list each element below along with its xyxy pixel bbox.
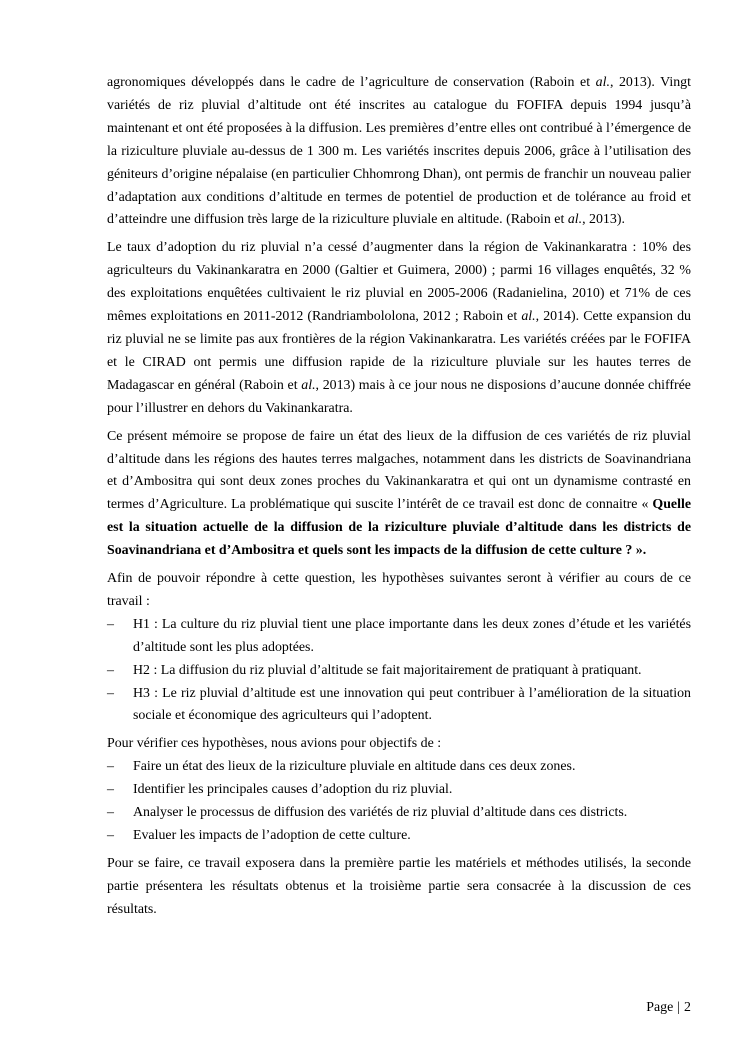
page-body — [107, 72, 691, 927]
list-item — [107, 756, 691, 779]
list-item-text: H3 : Le riz pluvial d’altitude est une innovation qui peut contribuer à l’amélioration de la situation sociale et économique des agriculteurs qui l’adoptent. — [133, 685, 691, 724]
page-label: Page — [646, 1000, 674, 1015]
list-item — [107, 825, 691, 848]
text-run: , 2014). Cette expansion du riz pluvial ne se limite pas aux frontières de la région Vakinankaratra. Les variétés créées par le FOFIFA et le CIRAD ont permis une diffusion rapide de la riziculture pluviale sur les hautes terres de Madagascar en général (Raboin et — [107, 309, 691, 393]
dash-bullet: – — [107, 782, 114, 798]
list-item — [107, 802, 691, 825]
dash-bullet: – — [107, 759, 114, 775]
italic-run: al. — [301, 377, 316, 393]
list-item-text: H2 : La diffusion du riz pluvial d’altitude se fait majoritairement de pratiquant à pratiquant. — [133, 662, 642, 678]
text-run: , 2013). Vingt variétés de riz pluvial d’altitude ont été inscrites au catalogue du FOFIFA depuis 1994 jusqu’à maintenant et ont été proposées à la diffusion. Les premières d’entre elles ont contribué à l’émergence de la riziculture pluviale au-dessus de 1 300 m. Les variétés inscrites depuis 2006, grâce à l’utilisation des géniteurs d’origine népalaise (en particulier Chhomrong Dhan), ont permis de franchir un nouveau palier d’adaptation aux conditions d’altitude en termes de potentiel de production et de tolérance au froid et d’atteindre une diffusion très large de la riziculture pluviale en altitude. (Raboin et — [107, 75, 691, 228]
dash-bullet: – — [107, 828, 114, 843]
dash-bullet: – — [107, 685, 114, 701]
text-run: , 2013) mais à ce jour nous ne disposions d’aucune donnée chiffrée pour l’illustrer en dehors du Vakinankaratra. — [107, 377, 691, 416]
list-item-text: Analyser le processus de diffusion des variétés de riz pluvial d’altitude dans ces districts. — [133, 805, 628, 821]
footer-separator: | — [677, 1000, 681, 1015]
objectives-list — [107, 756, 691, 848]
research-question: Quelle est la situation actuelle de la diffusion de la riziculture pluviale d’altitude dans les districts de Soavinandriana et d’Ambositra et quels sont les impacts de la diffusion de cette culture ? ». — [107, 497, 691, 559]
paragraph-document-outline: Pour se faire, ce travail exposera dans la première partie les matériels et méthodes utilisés, la seconde partie présentera les résultats obtenus et la troisième partie sera consacrée à la discussion de ces résultats. — [107, 855, 691, 917]
list-item — [107, 614, 691, 660]
hypotheses-list — [107, 614, 691, 729]
list-item — [107, 660, 691, 683]
list-item-text: H1 : La culture du riz pluvial tient une place importante dans les deux zones d’étude et les variétés d’altitude sont les plus adoptées. — [133, 616, 691, 655]
list-item-text: Identifier les principales causes d’adoption du riz pluvial. — [133, 782, 453, 798]
dash-bullet: – — [107, 662, 114, 678]
italic-run: al. — [567, 212, 583, 228]
list-item — [107, 683, 691, 729]
text-run: , 2013). — [582, 212, 625, 228]
paragraph-objectives-intro: Pour vérifier ces hypothèses, nous avions pour objectifs de : — [107, 736, 442, 752]
italic-run: al. — [595, 75, 610, 90]
paragraph-conservation-varieties — [107, 72, 691, 232]
page-number: 2 — [684, 1000, 691, 1015]
dash-bullet: – — [107, 805, 114, 821]
text-run: agronomiques développés dans le cadre de l’agriculture de conservation (Raboin et — [107, 75, 596, 90]
italic-run: al. — [521, 309, 536, 325]
paragraph-hypotheses-intro: Afin de pouvoir répondre à cette question, les hypothèses suivantes seront à vérifier au cours de ce travail : — [107, 571, 691, 609]
dash-bullet: – — [107, 616, 114, 632]
page-number-footer — [646, 1000, 691, 1016]
text-run: Le taux d’adoption du riz pluvial n’a cessé d’augmenter dans la région de Vakinankaratra : 10% des agriculteurs du Vakinankaratra en 2000 (Galtier et Guimera, 2000) ; parmi 16 villages enquêtés, 32 % des exploitations enquêtées cultivaient le riz pluvial en 2005-2006 (Radanielina, 2010) et 71% de ces mêmes exploitations en 2011-2012 (Randriambololona, 2012 ; Raboin et — [107, 240, 691, 325]
paragraph-problem-statement — [107, 426, 691, 563]
list-item — [107, 779, 691, 802]
text-run: Ce présent mémoire se propose de faire un état des lieux de la diffusion de ces variétés de riz pluvial d’altitude dans les régions des hautes terres malgaches, notamment dans les districts de Soavinandriana et d’Ambositra qui sont deux zones proches du Vakinankaratra et qui ont un dynamisme contrasté en termes d’Agriculture. La problématique qui suscite l’intérêt de ce travail est donc de connaitre « — [107, 428, 691, 513]
list-item-text: Evaluer les impacts de l’adoption de cette culture. — [133, 828, 411, 843]
paragraph-adoption-rate — [107, 237, 691, 420]
list-item-text: Faire un état des lieux de la riziculture pluviale en altitude dans ces deux zones. — [133, 759, 576, 775]
